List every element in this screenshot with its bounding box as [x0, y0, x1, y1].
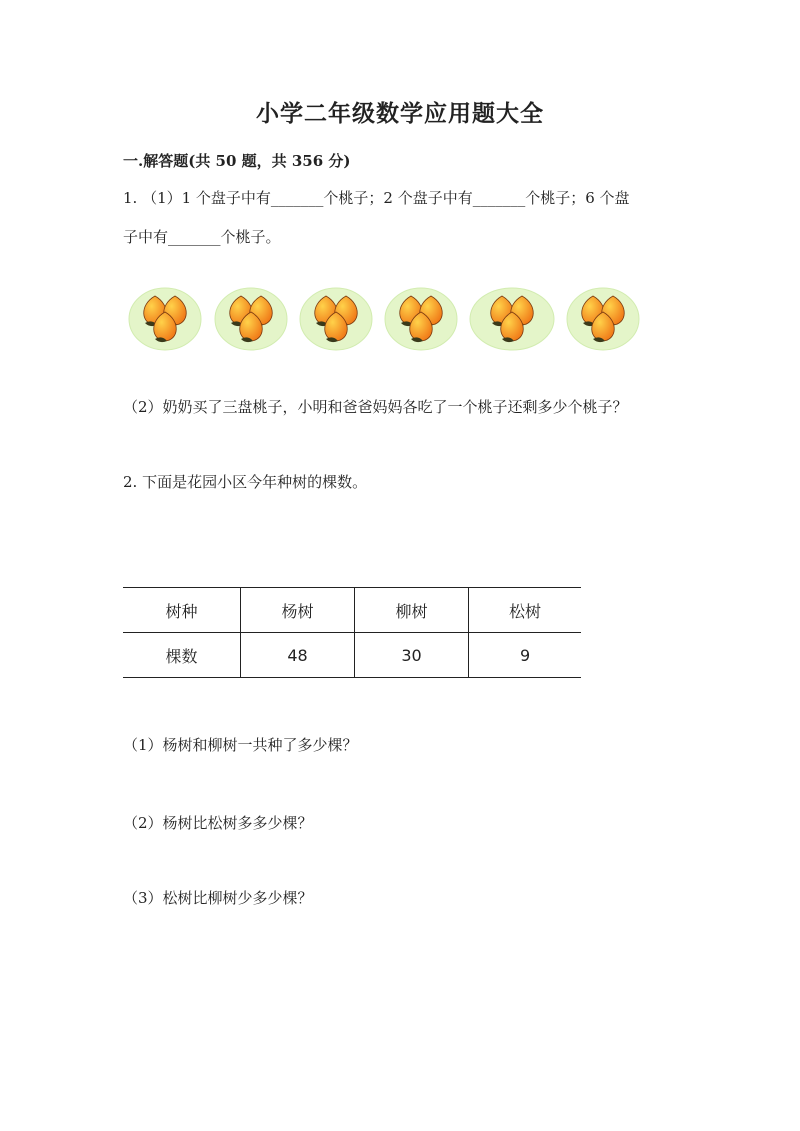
question-2-part-1: （1）杨树和柳树一共种了多少棵？ [123, 736, 358, 754]
section-heading: 一.解答题(共 50 题，共 356 分) [123, 152, 351, 170]
plate [566, 286, 640, 352]
question-1-part-1-line-1: 1. （1）1 个盘子中有_______个桃子；2 个盘子中有_______个桃子；6 个盘 [123, 189, 630, 207]
peach-plates [128, 286, 648, 354]
question-2-part-3: （3）松树比柳树少多少棵？ [123, 889, 313, 907]
table-cell: 30 [355, 633, 469, 678]
plate [469, 286, 555, 352]
table-cell: 树种 [123, 588, 241, 633]
table-cell: 松树 [469, 588, 581, 633]
question-1-part-1-line-2: 子中有_______个桃子。 [123, 228, 281, 246]
table-cell: 48 [241, 633, 355, 678]
table-row [123, 633, 581, 678]
question-2-intro: 2. 下面是花园小区今年种树的棵数。 [123, 473, 368, 491]
question-1-part-2: （2）奶奶买了三盘桃子，小明和爸爸妈妈各吃了一个桃子还剩多少个桃子？ [123, 398, 628, 416]
table-cell: 棵数 [123, 633, 241, 678]
table-cell: 柳树 [355, 588, 469, 633]
table-cell: 杨树 [241, 588, 355, 633]
tree-count-table [123, 587, 581, 678]
table-header-row [123, 588, 581, 633]
question-2-part-2: （2）杨树比松树多多少棵？ [123, 814, 313, 832]
page-title: 小学二年级数学应用题大全 [256, 100, 544, 127]
plate [299, 286, 373, 352]
plate [214, 286, 288, 352]
table-cell: 9 [469, 633, 581, 678]
plate [384, 286, 458, 352]
plate [128, 286, 202, 352]
